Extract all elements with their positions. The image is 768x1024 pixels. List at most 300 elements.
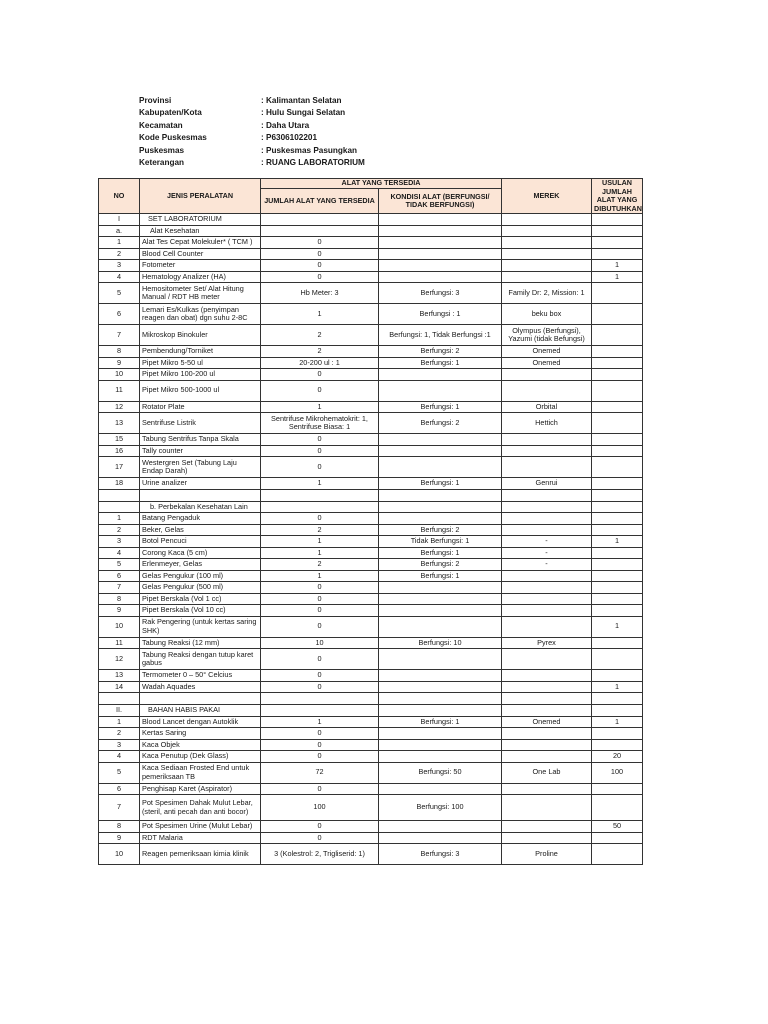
brand: Hettich — [502, 413, 592, 434]
equipment-name: Rak Pengering (untuk kertas saring SHK) — [140, 616, 261, 637]
available-qty: 72 — [261, 762, 379, 783]
proposed-qty — [592, 304, 643, 325]
brand: Olympus (Berfungsi), Yazumi (tidak Befungsi) — [502, 325, 592, 346]
row-number: 6 — [99, 783, 140, 795]
table-row — [99, 237, 643, 249]
row-number: 4 — [99, 271, 140, 283]
table-row — [99, 346, 643, 358]
table-row — [99, 283, 643, 304]
equipment-name: Pipet Mikro 500-1000 ul — [140, 380, 261, 401]
table-row — [99, 457, 643, 478]
empty-cell — [502, 225, 592, 237]
condition — [379, 248, 502, 260]
meta-row — [139, 132, 365, 144]
condition: Berfungsi: 50 — [379, 762, 502, 783]
available-qty: 1 — [261, 304, 379, 325]
empty-cell — [592, 489, 643, 501]
condition: Berfungsi: 1 — [379, 547, 502, 559]
available-qty: 1 — [261, 716, 379, 728]
equipment-name: Batang Pengaduk — [140, 513, 261, 525]
condition — [379, 783, 502, 795]
brand — [502, 670, 592, 682]
available-qty: 0 — [261, 593, 379, 605]
condition — [379, 457, 502, 478]
row-number: 11 — [99, 637, 140, 649]
row-number: 11 — [99, 380, 140, 401]
condition: Berfungsi: 1 — [379, 716, 502, 728]
meta-row — [139, 120, 365, 132]
section-title: SET LABORATORIUM — [140, 214, 261, 226]
available-qty: 2 — [261, 325, 379, 346]
condition — [379, 616, 502, 637]
brand: - — [502, 559, 592, 571]
table-row — [99, 559, 643, 571]
section-title: BAHAN HABIS PAKAI — [140, 705, 261, 717]
brand — [502, 739, 592, 751]
proposed-qty: 100 — [592, 762, 643, 783]
equipment-name: Hemositometer Set/ Alat Hitung Manual / RDT HB meter — [140, 283, 261, 304]
meta-value: : Daha Utara — [261, 120, 310, 130]
brand — [502, 582, 592, 594]
brand: One Lab — [502, 762, 592, 783]
empty-cell — [379, 214, 502, 226]
equipment-name: Botol Pencuci — [140, 536, 261, 548]
condition — [379, 821, 502, 833]
blank-row — [99, 693, 643, 705]
equipment-name: Fotometer — [140, 260, 261, 272]
row-number: 9 — [99, 357, 140, 369]
condition: Berfungsi: 3 — [379, 283, 502, 304]
equipment-name: Reagen pemeriksaan kimia klinik — [140, 844, 261, 865]
table-row — [99, 401, 643, 413]
equipment-name: Pipet Mikro 5-50 ul — [140, 357, 261, 369]
available-qty: 0 — [261, 457, 379, 478]
brand: - — [502, 547, 592, 559]
equipment-name: Gelas Pengukur (100 ml) — [140, 570, 261, 582]
proposed-qty: 1 — [592, 716, 643, 728]
equipment-name: Pipet Berskala (Vol 10 cc) — [140, 605, 261, 617]
meta-value: : Kalimantan Selatan — [261, 96, 342, 105]
table-row — [99, 844, 643, 865]
equipment-name: Urine analizer — [140, 478, 261, 490]
row-number: 5 — [99, 283, 140, 304]
equipment-name: Pipet Berskala (Vol 1 cc) — [140, 593, 261, 605]
row-number: 5 — [99, 762, 140, 783]
table-row — [99, 304, 643, 325]
table-row — [99, 751, 643, 763]
empty-cell — [592, 501, 643, 513]
row-number: 9 — [99, 605, 140, 617]
equipment-name: Kertas Saring — [140, 728, 261, 740]
available-qty: 0 — [261, 434, 379, 446]
table-row — [99, 445, 643, 457]
available-qty: 0 — [261, 248, 379, 260]
condition: Berfungsi: 1 — [379, 357, 502, 369]
header-kondisi: KONDISI ALAT (BERFUNGSI/ TIDAK BERFUNGSI) — [379, 189, 502, 214]
proposed-qty — [592, 457, 643, 478]
available-qty: 0 — [261, 783, 379, 795]
empty-cell — [592, 693, 643, 705]
brand — [502, 260, 592, 272]
proposed-qty — [592, 559, 643, 571]
available-qty: 1 — [261, 536, 379, 548]
empty-cell — [99, 693, 140, 705]
meta-label: Keterangan — [139, 158, 185, 168]
header-alat-group: ALAT YANG TERSEDIA — [261, 179, 502, 189]
proposed-qty — [592, 593, 643, 605]
equipment-name: Wadah Aquades — [140, 681, 261, 693]
empty-cell — [261, 214, 379, 226]
available-qty: 0 — [261, 728, 379, 740]
row-number: 1 — [99, 716, 140, 728]
available-qty: 2 — [261, 346, 379, 358]
equipment-name: Sentrifuse Listrik — [140, 413, 261, 434]
brand — [502, 237, 592, 249]
empty-cell — [379, 693, 502, 705]
proposed-qty — [592, 283, 643, 304]
row-number: 6 — [99, 304, 140, 325]
row-number: 15 — [99, 434, 140, 446]
brand: Onemed — [502, 346, 592, 358]
section-row — [99, 705, 643, 717]
condition: Tidak Berfungsi: 1 — [379, 536, 502, 548]
brand: Genrui — [502, 478, 592, 490]
equipment-name: Hematology Analizer (HA) — [140, 271, 261, 283]
condition — [379, 369, 502, 381]
subsection-row — [99, 225, 643, 237]
condition — [379, 739, 502, 751]
condition — [379, 445, 502, 457]
proposed-qty — [592, 728, 643, 740]
equipment-name: Rotator Plate — [140, 401, 261, 413]
row-number: 3 — [99, 536, 140, 548]
condition — [379, 260, 502, 272]
row-number: 1 — [99, 237, 140, 249]
equipment-name: Alat Tes Cepat Molekuler* ( TCM ) — [140, 237, 261, 249]
table-row — [99, 513, 643, 525]
row-number: 10 — [99, 369, 140, 381]
table-row — [99, 582, 643, 594]
brand: - — [502, 536, 592, 548]
proposed-qty — [592, 547, 643, 559]
condition: Berfungsi: 2 — [379, 346, 502, 358]
brand — [502, 524, 592, 536]
proposed-qty: 1 — [592, 271, 643, 283]
equipment-name: Kaca Penutup (Dek Glass) — [140, 751, 261, 763]
proposed-qty — [592, 524, 643, 536]
equipment-name: Kaca Objek — [140, 739, 261, 751]
empty-cell — [379, 225, 502, 237]
document-meta — [139, 95, 365, 169]
proposed-qty: 1 — [592, 260, 643, 272]
row-number: 7 — [99, 795, 140, 821]
table-row — [99, 605, 643, 617]
brand — [502, 832, 592, 844]
available-qty: Hb Meter: 3 — [261, 283, 379, 304]
available-qty: 0 — [261, 369, 379, 381]
available-qty: 10 — [261, 637, 379, 649]
condition — [379, 593, 502, 605]
table-row — [99, 616, 643, 637]
table-row — [99, 357, 643, 369]
brand — [502, 593, 592, 605]
proposed-qty — [592, 369, 643, 381]
row-number: I — [99, 214, 140, 226]
proposed-qty — [592, 346, 643, 358]
available-qty: 2 — [261, 524, 379, 536]
proposed-qty — [592, 380, 643, 401]
table-row — [99, 716, 643, 728]
condition — [379, 434, 502, 446]
available-qty: 0 — [261, 821, 379, 833]
condition: Berfungsi: 1 — [379, 570, 502, 582]
meta-value: : Puskesmas Pasungkan — [261, 145, 358, 155]
brand — [502, 751, 592, 763]
table-row — [99, 536, 643, 548]
brand: Proline — [502, 844, 592, 865]
proposed-qty — [592, 605, 643, 617]
table-row — [99, 478, 643, 490]
brand — [502, 649, 592, 670]
proposed-qty: 1 — [592, 536, 643, 548]
available-qty: 0 — [261, 832, 379, 844]
empty-cell — [502, 489, 592, 501]
brand: Orbital — [502, 401, 592, 413]
available-qty: Sentrifuse Mikrohematokrit: 1, Sentrifuse Biasa: 1 — [261, 413, 379, 434]
equipment-name: Westergren Set (Tabung Laju Endap Darah) — [140, 457, 261, 478]
proposed-qty — [592, 478, 643, 490]
blank-row — [99, 489, 643, 501]
equipment-name: Corong Kaca (5 cm) — [140, 547, 261, 559]
available-qty: 0 — [261, 380, 379, 401]
table-row — [99, 593, 643, 605]
row-number: 8 — [99, 593, 140, 605]
condition — [379, 237, 502, 249]
table-row — [99, 762, 643, 783]
proposed-qty: 20 — [592, 751, 643, 763]
available-qty: 1 — [261, 401, 379, 413]
equipment-name: Tabung Reaksi dengan tutup karet gabus — [140, 649, 261, 670]
proposed-qty — [592, 582, 643, 594]
condition: Berfungsi: 10 — [379, 637, 502, 649]
condition: Berfungsi : 1 — [379, 304, 502, 325]
brand — [502, 457, 592, 478]
row-number: 7 — [99, 582, 140, 594]
empty-cell — [592, 225, 643, 237]
available-qty: 1 — [261, 570, 379, 582]
row-number: 9 — [99, 832, 140, 844]
brand — [502, 369, 592, 381]
empty-cell — [99, 489, 140, 501]
row-number: 12 — [99, 401, 140, 413]
available-qty: 3 (Kolestrol: 2, Trigliserid: 1) — [261, 844, 379, 865]
proposed-qty — [592, 570, 643, 582]
row-number: II. — [99, 705, 140, 717]
row-number: a. — [99, 225, 140, 237]
equipment-name: Erlenmeyer, Gelas — [140, 559, 261, 571]
meta-label: Puskesmas — [139, 145, 185, 155]
table-row — [99, 325, 643, 346]
meta-label: Kabupaten/Kota — [139, 108, 202, 118]
row-number: 2 — [99, 248, 140, 260]
proposed-qty — [592, 637, 643, 649]
row-number: 8 — [99, 821, 140, 833]
row-number: 6 — [99, 570, 140, 582]
available-qty: 0 — [261, 649, 379, 670]
header-merek: MEREK — [502, 179, 592, 214]
brand — [502, 681, 592, 693]
brand — [502, 445, 592, 457]
condition — [379, 728, 502, 740]
proposed-qty — [592, 325, 643, 346]
table-row — [99, 783, 643, 795]
empty-cell — [261, 705, 379, 717]
table-row — [99, 380, 643, 401]
equipment-name: Gelas Pengukur (500 ml) — [140, 582, 261, 594]
proposed-qty — [592, 237, 643, 249]
brand: Onemed — [502, 716, 592, 728]
table-row — [99, 369, 643, 381]
equipment-name: Blood Lancet dengan Autoklik — [140, 716, 261, 728]
condition — [379, 751, 502, 763]
proposed-qty — [592, 357, 643, 369]
equipment-name: Termometer 0 – 50° Celcius — [140, 670, 261, 682]
row-number: 18 — [99, 478, 140, 490]
brand — [502, 783, 592, 795]
header-usulan: USULAN JUMLAH ALAT YANG DIBUTUHKAN — [592, 179, 643, 214]
meta-label: Provinsi — [139, 96, 172, 105]
equipment-name: Penghisap Karet (Aspirator) — [140, 783, 261, 795]
available-qty: 1 — [261, 547, 379, 559]
brand — [502, 513, 592, 525]
proposed-qty — [592, 248, 643, 260]
row-number: 2 — [99, 728, 140, 740]
table-row — [99, 670, 643, 682]
available-qty: 0 — [261, 513, 379, 525]
brand — [502, 380, 592, 401]
meta-label: Kode Puskesmas — [139, 133, 207, 143]
table-row — [99, 271, 643, 283]
empty-cell — [502, 705, 592, 717]
empty-cell — [502, 501, 592, 513]
header-no: NO — [99, 179, 140, 214]
equipment-name: Tally counter — [140, 445, 261, 457]
equipment-name: Pipet Mikro 100-200 ul — [140, 369, 261, 381]
row-number: 2 — [99, 524, 140, 536]
brand — [502, 616, 592, 637]
condition: Berfungsi: 3 — [379, 844, 502, 865]
condition — [379, 681, 502, 693]
condition: Berfungsi: 100 — [379, 795, 502, 821]
meta-row — [139, 107, 365, 119]
row-number: 3 — [99, 739, 140, 751]
equipment-table — [98, 178, 643, 865]
meta-value: : Hulu Sungai Selatan — [261, 108, 346, 118]
available-qty: 0 — [261, 739, 379, 751]
header-jenis: JENIS PERALATAN — [140, 179, 261, 214]
brand — [502, 728, 592, 740]
brand: Pyrex — [502, 637, 592, 649]
meta-value: : RUANG LABORATORIUM — [261, 158, 365, 168]
section-row — [99, 214, 643, 226]
empty-cell — [592, 214, 643, 226]
empty-cell — [261, 693, 379, 705]
brand — [502, 605, 592, 617]
empty-cell — [261, 489, 379, 501]
available-qty: 0 — [261, 582, 379, 594]
empty-cell — [261, 501, 379, 513]
condition: Berfungsi: 2 — [379, 413, 502, 434]
table-row — [99, 795, 643, 821]
meta-value: : P6306102201 — [261, 133, 317, 143]
table-header — [99, 179, 643, 214]
proposed-qty — [592, 401, 643, 413]
available-qty: 1 — [261, 478, 379, 490]
proposed-qty — [592, 445, 643, 457]
table-row — [99, 728, 643, 740]
subsection-title: b. Perbekalan Kesehatan Lain — [140, 501, 261, 513]
proposed-qty — [592, 670, 643, 682]
subsection-row — [99, 501, 643, 513]
proposed-qty — [592, 649, 643, 670]
empty-cell — [379, 705, 502, 717]
equipment-name: Pot Spesimen Dahak Mulut Lebar, (steril, anti pecah dan anti bocor) — [140, 795, 261, 821]
available-qty: 0 — [261, 445, 379, 457]
proposed-qty — [592, 513, 643, 525]
table-body — [99, 214, 643, 865]
available-qty: 0 — [261, 260, 379, 272]
empty-cell — [379, 489, 502, 501]
empty-cell — [140, 489, 261, 501]
empty-cell — [502, 693, 592, 705]
row-number — [99, 501, 140, 513]
available-qty: 2 — [261, 559, 379, 571]
row-number: 13 — [99, 670, 140, 682]
equipment-name: Lemari Es/Kulkas (penyimpan reagen dan obat) dgn suhu 2-8C — [140, 304, 261, 325]
meta-row — [139, 95, 365, 107]
table-row — [99, 248, 643, 260]
condition: Berfungsi: 2 — [379, 524, 502, 536]
row-number: 14 — [99, 681, 140, 693]
empty-cell — [261, 225, 379, 237]
proposed-qty — [592, 739, 643, 751]
brand — [502, 248, 592, 260]
table-row — [99, 649, 643, 670]
row-number: 8 — [99, 346, 140, 358]
equipment-name: RDT Malaria — [140, 832, 261, 844]
brand — [502, 434, 592, 446]
available-qty: 0 — [261, 681, 379, 693]
condition — [379, 649, 502, 670]
brand — [502, 271, 592, 283]
brand — [502, 570, 592, 582]
proposed-qty — [592, 795, 643, 821]
proposed-qty — [592, 783, 643, 795]
proposed-qty — [592, 413, 643, 434]
equipment-name: Tabung Reaksi (12 mm) — [140, 637, 261, 649]
proposed-qty — [592, 832, 643, 844]
available-qty: 0 — [261, 271, 379, 283]
meta-row — [139, 157, 365, 169]
equipment-name: Pot Spesimen Urine (Mulut Lebar) — [140, 821, 261, 833]
table-row — [99, 547, 643, 559]
row-number: 7 — [99, 325, 140, 346]
available-qty: 0 — [261, 605, 379, 617]
proposed-qty: 50 — [592, 821, 643, 833]
row-number: 10 — [99, 844, 140, 865]
row-number: 12 — [99, 649, 140, 670]
equipment-name: Blood Cell Counter — [140, 248, 261, 260]
